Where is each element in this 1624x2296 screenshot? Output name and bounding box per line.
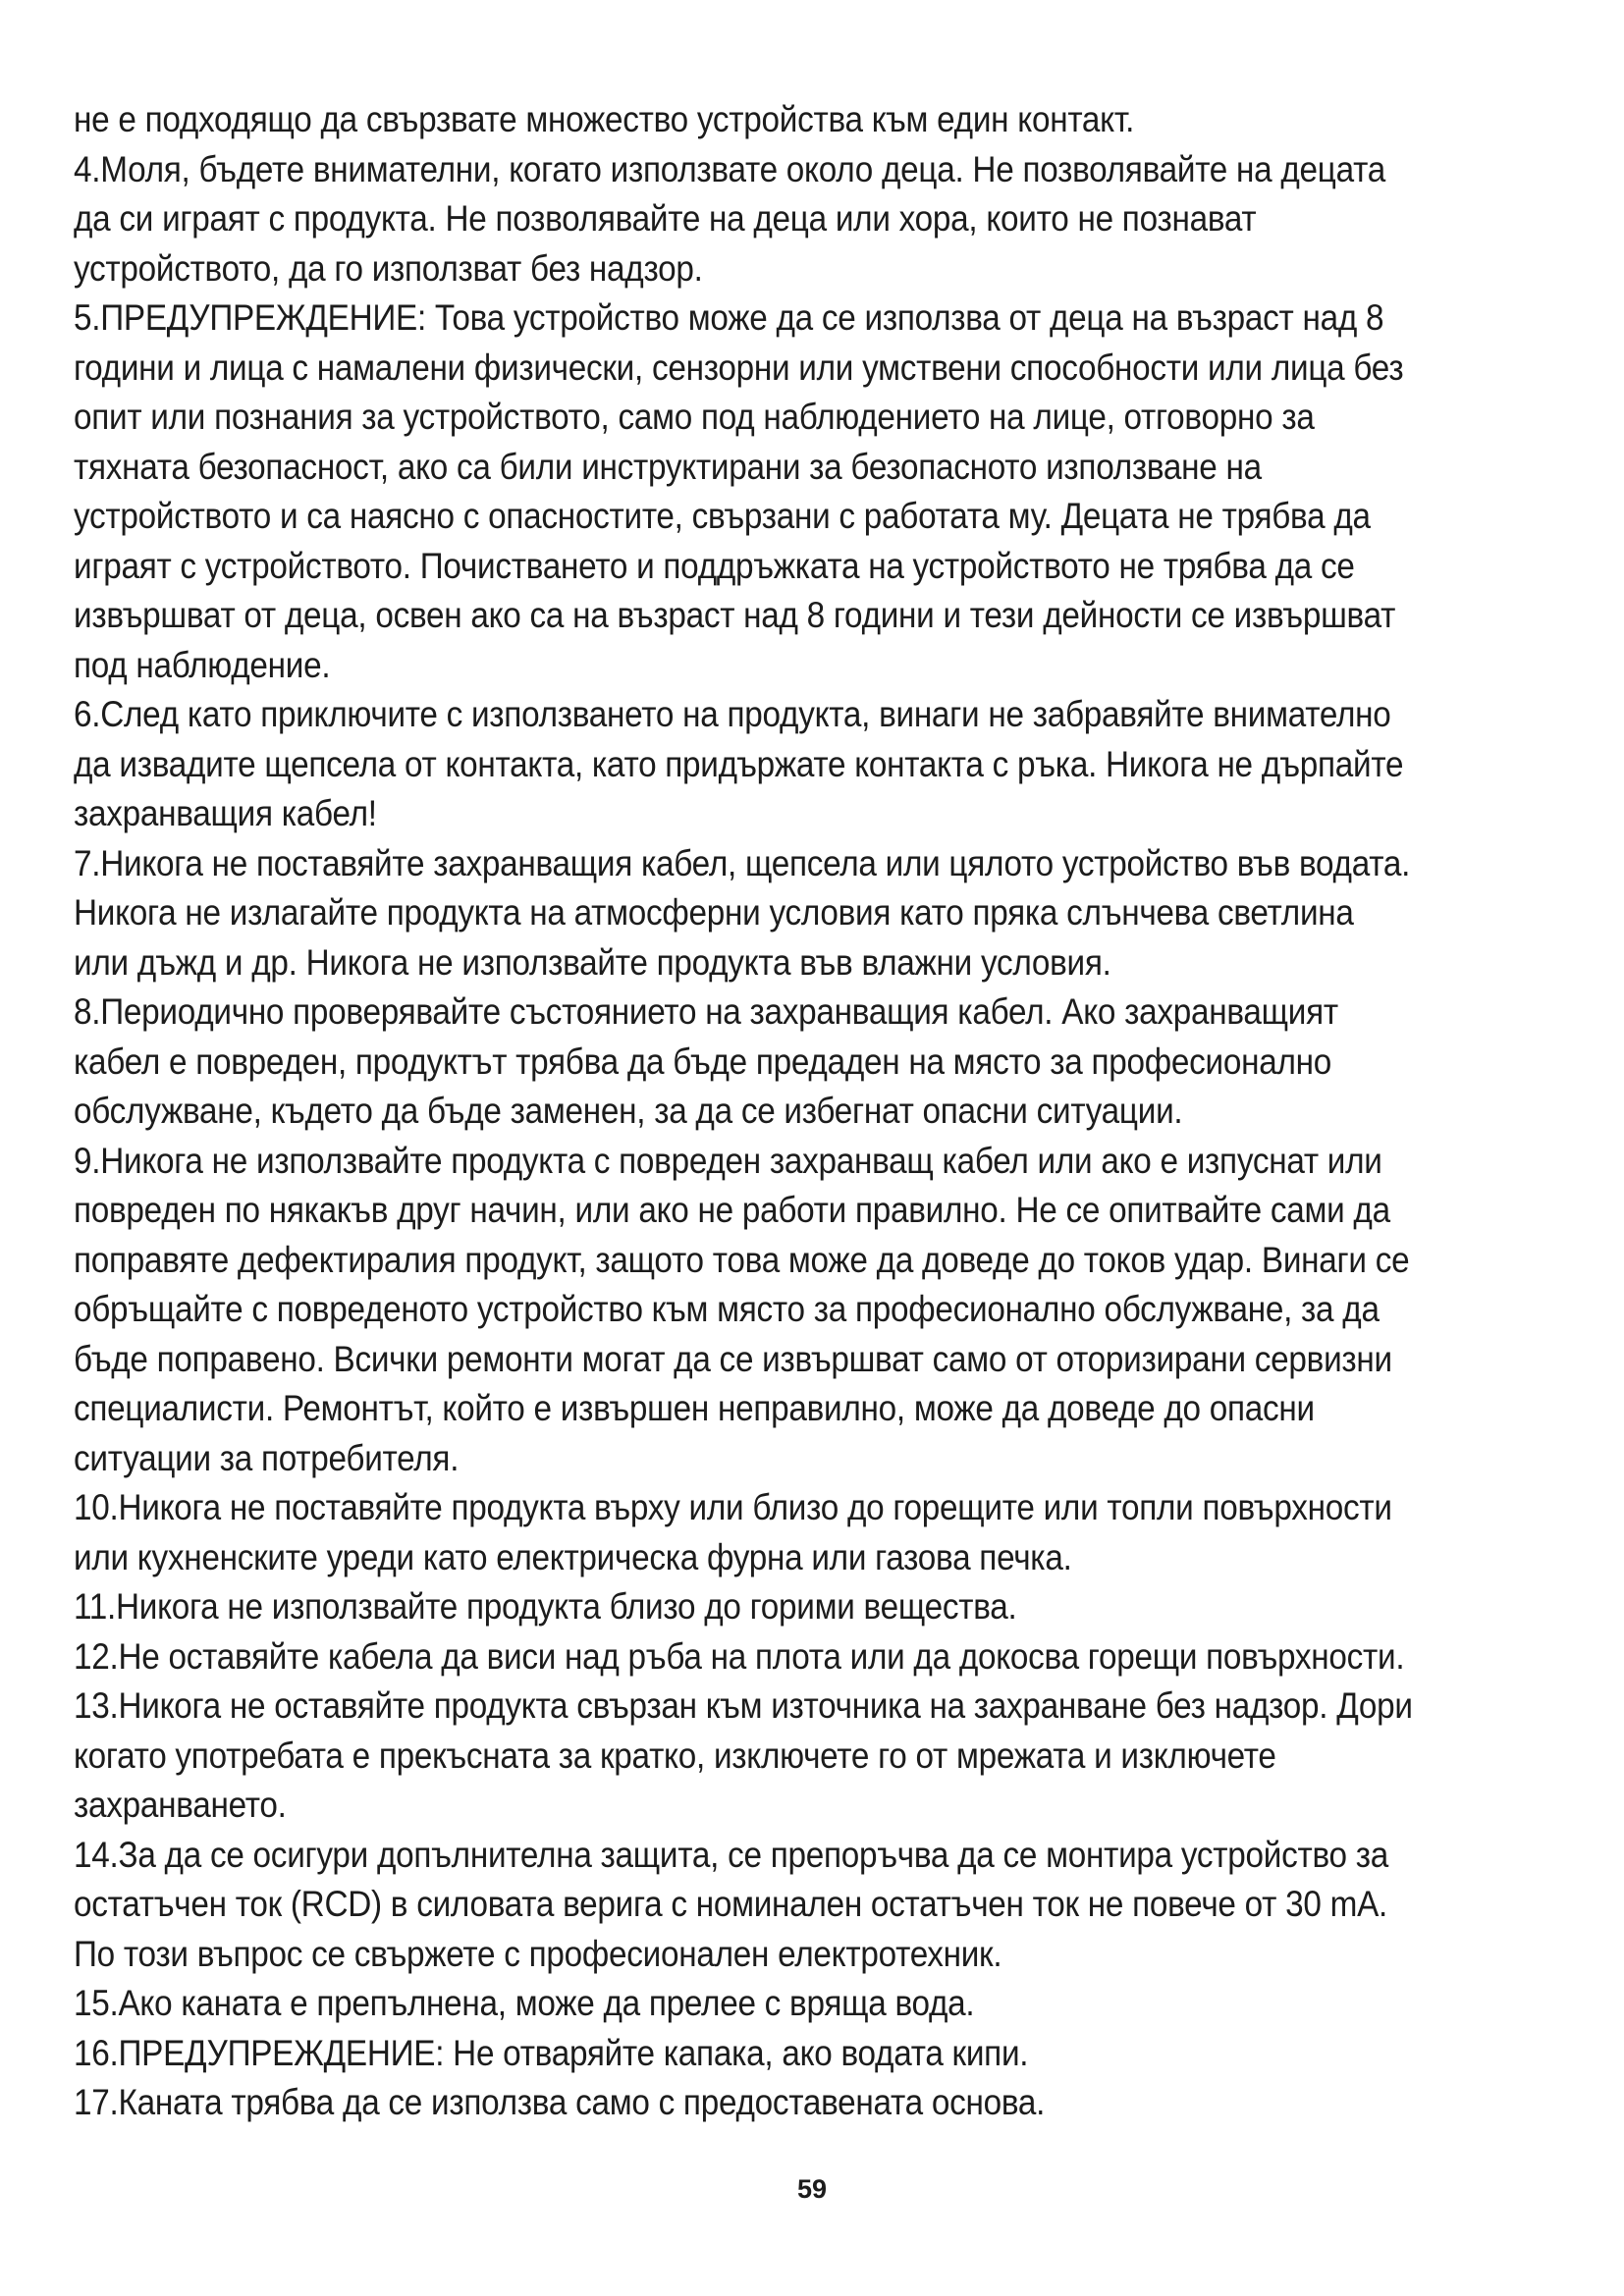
paragraph-continuation: не е подходящо да свързвате множество устройства към един контакт. — [74, 99, 1135, 139]
paragraph-item-17: 17.Каната трябва да се използва само с предоставената основа. — [74, 2082, 1046, 2122]
paragraph-item-11: 11.Никога не използвайте продукта близо до горими вещества. — [74, 1586, 1017, 1627]
paragraph-item-6: 6.След като приключите с използването на продукта, винаги не забравяйте внимателно да извадите щепсела от контакта, като придържате контакта с ръка. Никога не дърпайте захранващия кабел! — [74, 694, 1404, 833]
paragraph-item-4: 4.Моля, бъдете внимателни, когато използвате около деца. Не позволявайте на децата да си играят с продукта. Не позволявайте на деца или хора, които не познават устройството, да го използват без надзор. — [74, 148, 1385, 289]
paragraph-item-15: 15.Ако каната е препълнена, може да прелее с вряща вода. — [74, 1983, 975, 2023]
paragraph-item-14: 14.За да се осигури допълнителна защита, се препоръчва да се монтира устройство за остатъчен ток (RCD) в силовата верига с номинален остатъчен ток не повече от 30 mA. По този въпрос се свържете с професионален електротехник. — [74, 1834, 1389, 1974]
paragraph-item-16: 16.ПРЕДУПРЕЖДЕНИЕ: Не отваряйте капака, ако водата кипи. — [74, 2032, 1029, 2073]
manual-body-text — [74, 95, 1417, 2128]
paragraph-item-13: 13.Никога не оставяйте продукта свързан към източника на захранване без надзор. Дори когато употребата е прекъсната за кратко, изключете го от мрежата и изключете захранването. — [74, 1685, 1413, 1825]
paragraph-item-8: 8.Периодично проверявайте състоянието на захранващия кабел. Ако захранващият кабел е повреден, продуктът трябва да бъде предаден на място за професионално обслужване, където да бъде заменен, за да се избегнат опасни ситуации. — [74, 991, 1338, 1131]
paragraph-item-7: 7.Никога не поставяйте захранващия кабел, щепсела или цялото устройство във водата. Никога не излагайте продукта на атмосферни условия като пряка слънчева светлина или дъжд и др. Никога не използвайте продукта във влажни условия. — [74, 842, 1411, 983]
paragraph-item-9: 9.Никога не използвайте продукта с повреден захранващ кабел или ако е изпуснат или повреден по някакъв друг начин, или ако не работи правилно. Не се опитвайте сами да поправяте дефектиралия продукт, защото това може да доведе до токов удар. Винаги се обръщайте с повреденото устройство към място за професионално обслужване, за да бъде поправено. Всички ремонти могат да се извършват само от оторизирани сервизни специалисти. Ремонтът, който е извършен неправилно, може да доведе до опасни ситуации за потребителя. — [74, 1140, 1410, 1478]
page-number: 59 — [796, 2174, 828, 2204]
paragraph-item-10: 10.Никога не поставяйте продукта върху или близо до горещите или топли повърхности или кухненските уреди като електрическа фурна или газова печка. — [74, 1487, 1392, 1577]
paragraph-item-5: 5.ПРЕДУПРЕЖДЕНИЕ: Това устройство може да се използва от деца на възраст над 8 години и лица с намалени физически, сензорни или умствени способности или лица без опит или познания за устройството, само под наблюдението на лице, отговорно за тяхната безопасност, ако са били инструктирани за безопасното използване на устройството и са наясно с опасностите, свързани с работата му. Децата не трябва да играят с устройството. Почистването и поддръжката на устройството не трябва да се извършват от деца, освен ако са на възраст над 8 години и тези дейности се извършват под наблюдение. — [74, 297, 1404, 685]
paragraph-item-12: 12.Не оставяйте кабела да виси над ръба на плота или да докосва горещи повърхности. — [74, 1635, 1405, 1677]
